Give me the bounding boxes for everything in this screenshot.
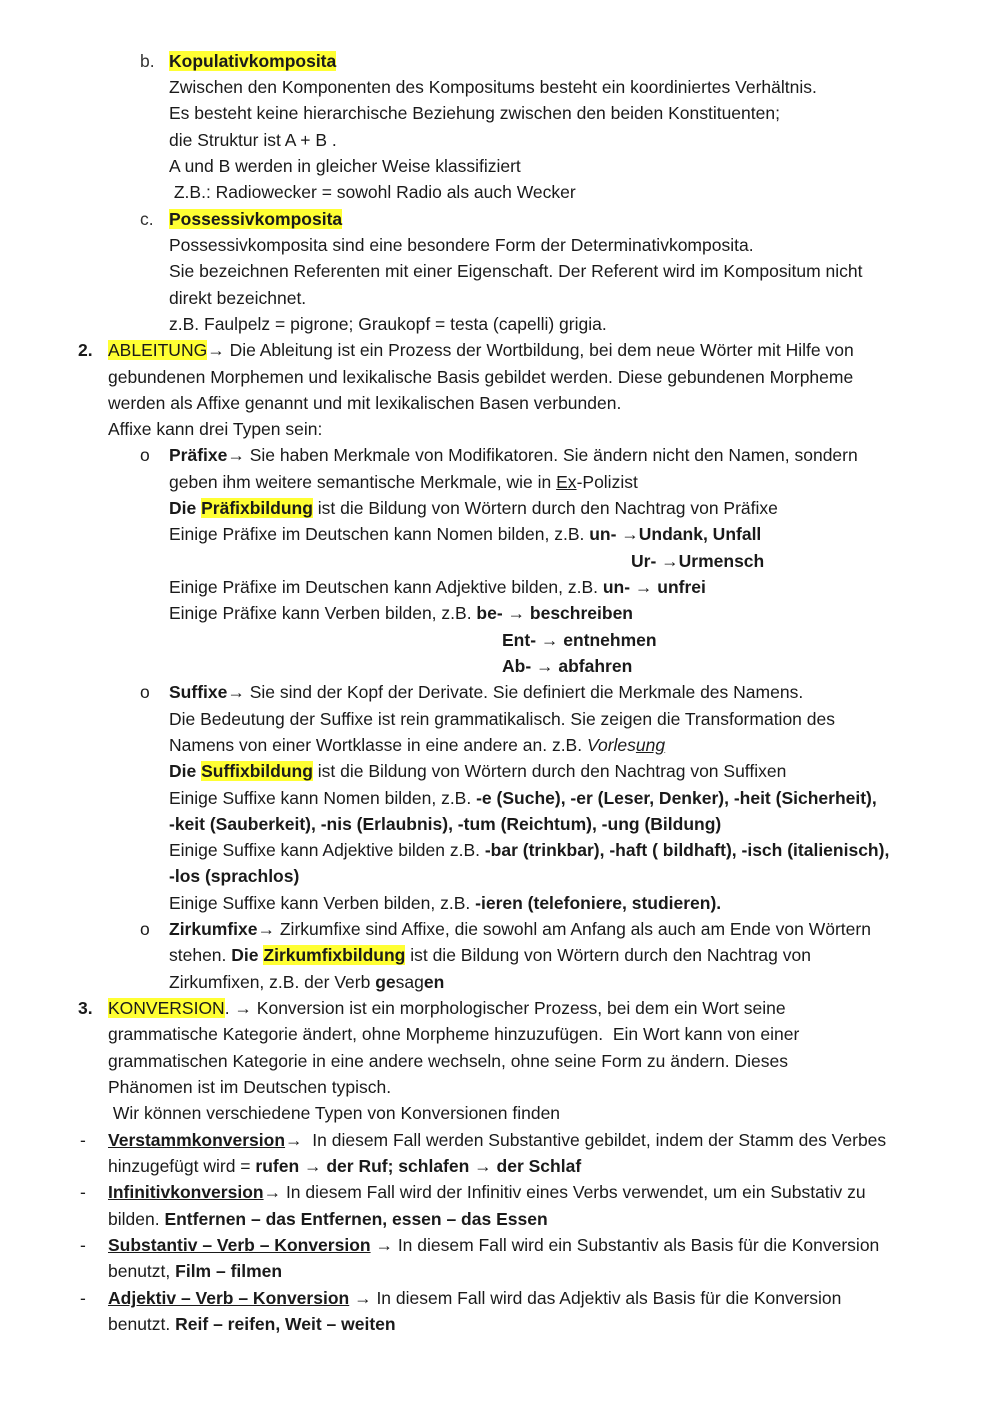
paragraph-line: Wir können verschiedene Typen von Konversionen finden <box>108 1103 561 1123</box>
verstammkonversion-line1 <box>108 1129 886 1151</box>
heading-kopulativkomposita <box>169 50 336 72</box>
text: Einige Suffixe kann Adjektive bilden z.B. <box>169 840 485 860</box>
dash-marker: - <box>80 1235 86 1255</box>
section-ableitung-line1 <box>108 339 854 361</box>
paragraph-line: z.B. Faulpelz = pigrone; Graukopf = testa (capelli) grigia. <box>169 314 607 334</box>
stem-part: sag <box>395 972 424 992</box>
example: Ent- → entnehmen <box>502 630 657 650</box>
text: Zirkumfixe sind Affixe, die sowohl am Anfang als auch am Ende von Wörtern <box>275 919 871 939</box>
text: benutzt, <box>108 1261 176 1281</box>
paragraph-line: A und B werden in gleicher Weise klassifiziert <box>169 156 521 176</box>
paragraph-line: die Struktur ist A + B . <box>169 130 337 150</box>
list-marker-b: b. <box>140 51 155 71</box>
praefixe-adjektive <box>169 576 706 598</box>
text: Namens von einer Wortklasse in eine andere an. z.B. <box>169 735 587 755</box>
text: Die <box>169 498 202 518</box>
suffixe-verben <box>169 892 721 914</box>
example: be- → beschreiben <box>476 603 633 623</box>
text: Sie haben Merkmale von Modifikatoren. Sie ändern nicht den Namen, sondern <box>244 445 858 465</box>
list-marker-c: c. <box>140 209 154 229</box>
example: un- → unfrei <box>602 577 706 597</box>
example: Reif – reifen, Weit – weiten <box>175 1314 396 1334</box>
suffixe-line3 <box>169 734 665 756</box>
highlight-term: Suffixbildung <box>201 761 313 781</box>
term: Adjektiv – Verb – Konversion <box>108 1288 350 1308</box>
infinitivkonversion-line2 <box>108 1208 548 1230</box>
text: ist die Bildung von Wörtern durch den Nachtrag von Suffixen <box>312 761 787 781</box>
text: geben ihm weitere semantische Merkmale, wie in <box>169 472 557 492</box>
text: In diesem Fall wird das Adjektiv als Basis für die Konversion <box>371 1288 842 1308</box>
paragraph-line: gebundenen Morphemen und lexikalische Basis gebildet werden. Diese gebundenen Morpheme <box>108 367 854 387</box>
arrow-icon: → <box>227 445 245 465</box>
example: -keit (Sauberkeit), -nis (Erlaubnis), -tum (Reichtum), -ung (Bildung) <box>169 814 722 834</box>
list-marker-3: 3. <box>78 998 93 1018</box>
paragraph-line: Possessivkomposita sind eine besondere Form der Determinativkomposita. <box>169 235 754 255</box>
example: Film – filmen <box>175 1261 283 1281</box>
text: Sie sind der Kopf der Derivate. Sie definiert die Merkmale des Namens. <box>244 682 804 702</box>
section-title-ableitung: ABLEITUNG <box>108 340 208 360</box>
section-konversion-line1 <box>108 997 786 1019</box>
text: . → Konversion ist ein morphologischer Prozess, bei dem ein Wort seine <box>224 998 786 1018</box>
term: Infinitivkonversion <box>108 1182 264 1202</box>
text: In diesem Fall werden Substantive gebildet, indem der Stamm des Verbes <box>302 1130 887 1150</box>
text: Einige Präfixe kann Verben bilden, z.B. <box>169 603 477 623</box>
paragraph-line: Phänomen ist im Deutschen typisch. <box>108 1077 392 1097</box>
term: Präfixe <box>169 445 228 465</box>
term: Suffixe <box>169 682 228 702</box>
bullet-icon: o <box>140 919 150 939</box>
term: Zirkumfixe <box>169 919 258 939</box>
italic-underlined-suffix: ung <box>635 735 666 755</box>
example: -los (sprachlos) <box>169 866 300 886</box>
suffixbildung-definition <box>169 760 786 782</box>
dash-marker: - <box>80 1182 86 1202</box>
paragraph-line: grammatische Kategorie ändert, ohne Morpheme hinzuzufügen. Ein Wort kann von einer <box>108 1024 800 1044</box>
paragraph-line: Sie bezeichnen Referenten mit einer Eigenschaft. Der Referent wird im Kompositum nicht <box>169 261 863 281</box>
text: Die <box>169 761 202 781</box>
bullet-icon: o <box>140 445 150 465</box>
zirkumfixbildung-definition <box>169 944 811 966</box>
example: Ur- →Urmensch <box>631 551 765 571</box>
arrow-icon: → <box>349 1288 372 1308</box>
text: Einige Suffixe kann Verben bilden, z.B. <box>169 893 476 913</box>
paragraph-line: Z.B.: Radiowecker = sowohl Radio als auch Wecker <box>169 182 576 202</box>
text: Die <box>231 945 264 965</box>
paragraph-line: Es besteht keine hierarchische Beziehung zwischen den beiden Konstituenten; <box>169 103 780 123</box>
text: -Polizist <box>576 472 638 492</box>
suffixe-line1 <box>169 681 803 703</box>
example: -e (Suche), -er (Leser, Denker), -heit (Sicherheit), <box>476 788 877 808</box>
example: un- →Undank, Unfall <box>589 524 762 544</box>
prefix-part: ge <box>375 972 396 992</box>
zirkumfixe-line1 <box>169 918 871 940</box>
text: Die Ableitung ist ein Prozess der Wortbildung, bei dem neue Wörter mit Hilfe von <box>224 340 854 360</box>
substantiv-verb-konversion-line2 <box>108 1260 282 1282</box>
text: bilden. <box>108 1209 165 1229</box>
paragraph-line: grammatischen Kategorie in eine andere wechseln, ohne seine Form zu ändern. Dieses <box>108 1051 788 1071</box>
text: Einige Präfixe im Deutschen kann Adjektive bilden, z.B. <box>169 577 603 597</box>
heading-text: Kopulativkomposita <box>169 51 337 71</box>
paragraph-line: Zwischen den Komponenten des Kompositums besteht ein koordiniertes Verhältnis. <box>169 77 817 97</box>
infinitivkonversion-line1 <box>108 1181 866 1203</box>
arrow-icon: → <box>263 1182 282 1202</box>
adjektiv-verb-konversion-line1 <box>108 1287 841 1309</box>
example: Entfernen – das Entfernen, essen – das Essen <box>164 1209 548 1229</box>
paragraph-line: werden als Affixe genannt und mit lexikalischen Basen verbunden. <box>108 393 622 413</box>
suffixe-nomen <box>169 787 877 809</box>
italic-example: Vorles <box>586 735 636 755</box>
praefixe-line1 <box>169 444 858 466</box>
paragraph-line: Affixe kann drei Typen sein: <box>108 419 323 439</box>
substantiv-verb-konversion-line1 <box>108 1234 879 1256</box>
zirkumfixe-line3 <box>169 971 444 993</box>
verstammkonversion-line2 <box>108 1155 581 1177</box>
example: -ieren (telefoniere, studieren). <box>475 893 722 913</box>
text: ist die Bildung von Wörtern durch den Nachtrag von <box>405 945 811 965</box>
term: Substantiv – Verb – Konversion <box>108 1235 371 1255</box>
text: Einige Suffixe kann Nomen bilden, z.B. <box>169 788 477 808</box>
suffixe-adjektive <box>169 839 889 861</box>
text: Einige Präfixe im Deutschen kann Nomen bilden, z.B. <box>169 524 590 544</box>
text: Zirkumfixen, z.B. der Verb <box>169 972 376 992</box>
heading-possessivkomposita <box>169 208 342 230</box>
underlined-prefix: Ex <box>556 472 577 492</box>
praefixe-verben <box>169 602 633 624</box>
arrow-icon: → <box>370 1235 393 1255</box>
paragraph-line: Die Bedeutung der Suffixe ist rein grammatikalisch. Sie zeigen die Transformation des <box>169 709 835 729</box>
list-marker-2: 2. <box>78 340 93 360</box>
praefixbildung-definition <box>169 497 778 519</box>
praefixe-nomen <box>169 523 761 545</box>
praefixe-line2 <box>169 471 638 493</box>
paragraph-line: direkt bezeichnet. <box>169 288 307 308</box>
example: -bar (trinkbar), -haft ( bildhaft), -isch (italienisch), <box>484 840 890 860</box>
text: stehen. <box>169 945 232 965</box>
example: rufen → der Ruf; schlafen → der Schlaf <box>255 1156 582 1176</box>
highlight-term: Zirkumfixbildung <box>263 945 406 965</box>
section-title-konversion: KONVERSION <box>108 998 225 1018</box>
text: In diesem Fall wird der Infinitiv eines Verbs verwendet, um ein Substativ zu <box>281 1182 866 1202</box>
arrow-icon: → <box>227 682 245 702</box>
heading-text: Possessivkomposita <box>169 209 343 229</box>
arrow-icon: → <box>207 340 225 360</box>
adjektiv-verb-konversion-line2 <box>108 1313 396 1335</box>
text: In diesem Fall wird ein Substantiv als Basis für die Konversion <box>392 1235 880 1255</box>
text: ist die Bildung von Wörtern durch den Nachtrag von Präfixe <box>312 498 778 518</box>
term: Verstammkonversion <box>108 1130 286 1150</box>
example: Ab- → abfahren <box>502 656 633 676</box>
suffix-part: en <box>423 972 445 992</box>
arrow-icon: → <box>257 919 275 939</box>
highlight-term: Präfixbildung <box>201 498 313 518</box>
dash-marker: - <box>80 1130 86 1150</box>
bullet-icon: o <box>140 682 150 702</box>
dash-marker: - <box>80 1288 86 1308</box>
arrow-icon: → <box>285 1130 303 1150</box>
text: hinzugefügt wird = <box>108 1156 256 1176</box>
text: benutzt. <box>108 1314 176 1334</box>
